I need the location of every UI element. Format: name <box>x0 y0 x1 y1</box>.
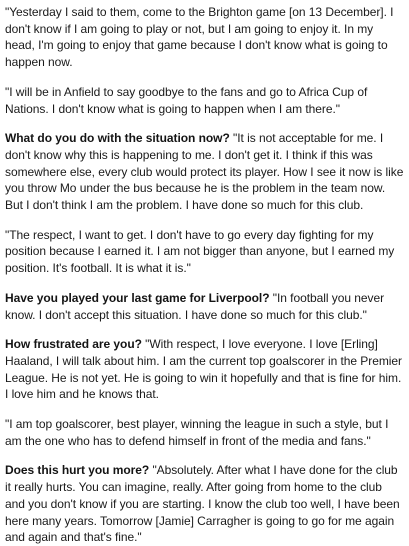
quote-paragraph <box>5 4 405 71</box>
interview-question: Does this hurt you more? <box>5 463 150 478</box>
interview-answer: "Absolutely. After what I have done for the club it really hurts. You can imagine, really. After going from home to the club and you don't know if you are starting. I know the club too well, I have been here many years. Tomorrow [Jamie] Carragher is going to go for me again and again and that's fine." <box>5 463 400 545</box>
interview-question: How frustrated are you? <box>5 337 142 352</box>
interview-answer: "It is not acceptable for me. I don't know why this is happening to me. I don't get it. I think if this was somewhere else, every club would protect its player. How I see it now is like you throw Mo under the bus because he is the problem in the team now. But I don't think I am the problem. I have done so much for this club. <box>5 131 404 213</box>
qa-paragraph <box>5 336 405 403</box>
interview-answer: "In football you never know. I don't accept this situation. I have done so much for this club." <box>5 290 385 322</box>
qa-paragraph <box>5 462 405 546</box>
paragraph-text: "Yesterday I said to them, come to the Brighton game [on 13 December]. I don't know if I am going to play or not, but I am going to enjoy it. In my head, I'm going to enjoy that game because I don't know what is going to happen now. <box>5 5 394 70</box>
interview-question: Have you played your last game for Liverpool? <box>5 290 270 305</box>
quote-paragraph <box>5 416 405 449</box>
quote-paragraph <box>5 227 405 277</box>
interview-question: What do you do with the situation now? <box>5 131 230 146</box>
quote-paragraph <box>5 84 405 117</box>
paragraph-text: "I will be in Anfield to say goodbye to the fans and go to Africa Cup of Nations. I don't know what is going to happen when I am there." <box>5 84 368 116</box>
paragraph-text: "I am top goalscorer, best player, winning the league in such a style, but I am the one who has to defend himself in front of the media and fans." <box>5 417 389 448</box>
article-body <box>5 4 405 546</box>
interview-answer: "With respect, I love everyone. I love [Erling] Haaland, I will talk about him. I am the current top goalscorer in the Premier League. He is not yet. He is going to win it hopefully and that is fine for him. I love him and he knows that. <box>5 337 402 402</box>
paragraph-text: "The respect, I want to get. I don't have to go every day fighting for my position because I earned it. I am not bigger than anyone, but I earned my position. It's football. It is what it is." <box>5 227 395 276</box>
qa-paragraph <box>5 130 405 214</box>
qa-paragraph <box>5 290 405 323</box>
